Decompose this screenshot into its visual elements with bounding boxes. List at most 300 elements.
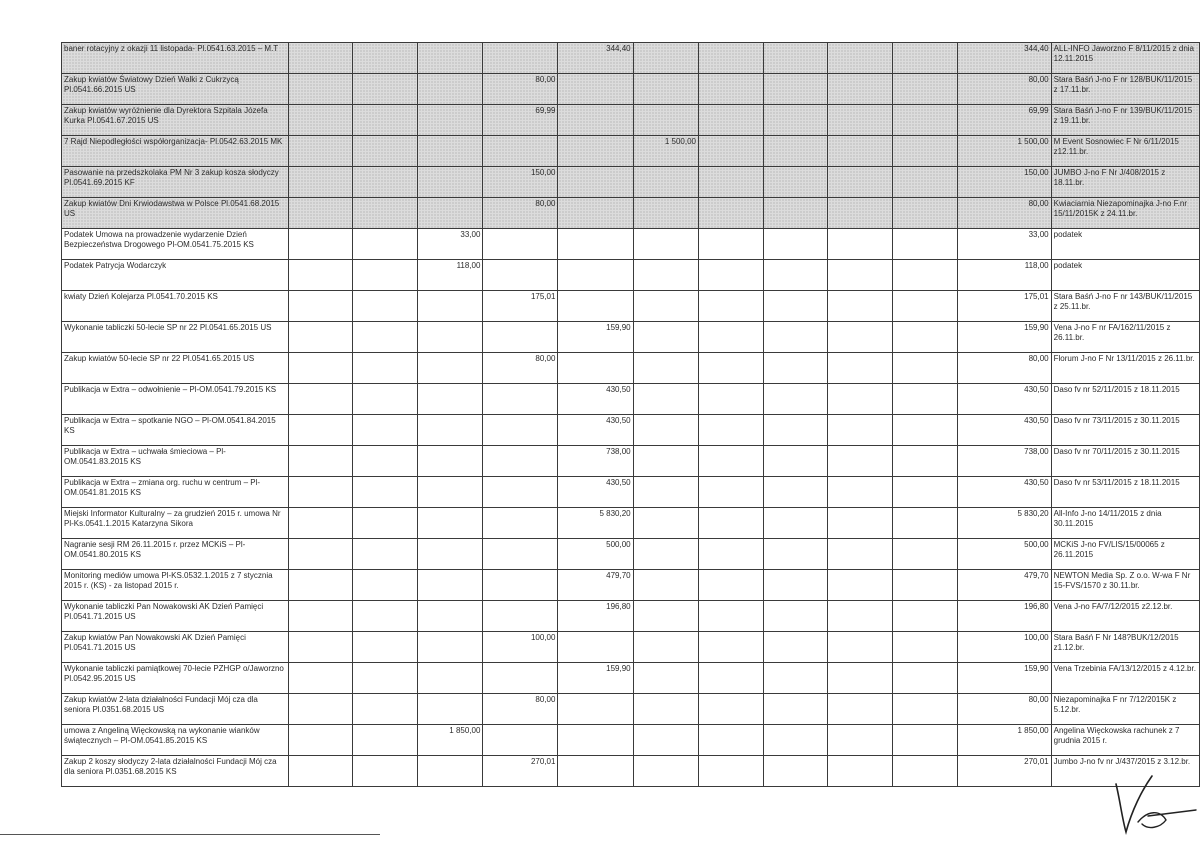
row-amount: 159,90	[558, 663, 633, 694]
row-invoice-note: Daso fv nr 52/11/2015 z 18.11.2015	[1051, 384, 1199, 415]
ledger-row	[62, 105, 1200, 136]
row-amount: 344,40	[558, 43, 633, 74]
empty-cell	[558, 694, 633, 725]
empty-cell	[828, 415, 893, 446]
empty-cell	[353, 632, 418, 663]
empty-cell	[483, 570, 558, 601]
empty-cell	[698, 570, 763, 601]
empty-cell	[893, 198, 958, 229]
row-description: Zakup kwiatów Pan Nowakowski AK Dzień Pamięci Pl.0541.71.2015 US	[62, 632, 289, 663]
row-amount: 80,00	[483, 198, 558, 229]
empty-cell	[558, 632, 633, 663]
row-description: 7 Rajd Niepodległości współorganizacja- Pl.0542.63.2015 MK	[62, 136, 289, 167]
empty-cell	[763, 663, 828, 694]
empty-cell	[483, 477, 558, 508]
empty-cell	[353, 477, 418, 508]
empty-cell	[698, 353, 763, 384]
empty-cell	[698, 725, 763, 756]
empty-cell	[483, 539, 558, 570]
empty-cell	[418, 43, 483, 74]
empty-cell	[633, 446, 698, 477]
empty-cell	[558, 229, 633, 260]
empty-cell	[483, 415, 558, 446]
empty-cell	[418, 74, 483, 105]
empty-cell	[418, 353, 483, 384]
empty-cell	[698, 446, 763, 477]
empty-cell	[893, 105, 958, 136]
row-amount: 80,00	[483, 74, 558, 105]
ledger-row	[62, 353, 1200, 384]
empty-cell	[763, 229, 828, 260]
empty-cell	[698, 663, 763, 694]
row-invoice-note: ALL-INFO Jaworzno F 8/11/2015 z dnia 12.11.2015	[1051, 43, 1199, 74]
row-total: 430,50	[957, 477, 1051, 508]
empty-cell	[828, 601, 893, 632]
row-amount: 150,00	[483, 167, 558, 198]
ledger-row	[62, 756, 1200, 787]
row-amount: 100,00	[483, 632, 558, 663]
empty-cell	[633, 167, 698, 198]
empty-cell	[418, 136, 483, 167]
row-amount: 479,70	[558, 570, 633, 601]
row-amount: 1 850,00	[418, 725, 483, 756]
empty-cell	[353, 136, 418, 167]
ledger-row	[62, 198, 1200, 229]
empty-cell	[353, 415, 418, 446]
empty-cell	[353, 446, 418, 477]
row-total: 80,00	[957, 694, 1051, 725]
ledger-row	[62, 725, 1200, 756]
row-total: 344,40	[957, 43, 1051, 74]
empty-cell	[633, 74, 698, 105]
empty-cell	[763, 539, 828, 570]
row-description: Podatek Umowa na prowadzenie wydarzenie Dzień Bezpieczeństwa Drogowego Pl-OM.0541.75.2015 KS	[62, 229, 289, 260]
row-amount: 738,00	[558, 446, 633, 477]
row-invoice-note: Kwiaciarnia Niezapominajka J-no F.nr 15/11/2015K z 24.11.br.	[1051, 198, 1199, 229]
empty-cell	[893, 136, 958, 167]
empty-cell	[353, 601, 418, 632]
empty-cell	[828, 105, 893, 136]
empty-cell	[418, 446, 483, 477]
empty-cell	[893, 663, 958, 694]
row-invoice-note: Vena Trzebinia FA/13/12/2015 z 4.12.br.	[1051, 663, 1199, 694]
empty-cell	[353, 663, 418, 694]
empty-cell	[763, 74, 828, 105]
empty-cell	[828, 384, 893, 415]
row-invoice-note: Daso fv nr 70/11/2015 z 30.11.2015	[1051, 446, 1199, 477]
ledger-row	[62, 322, 1200, 353]
empty-cell	[893, 384, 958, 415]
empty-cell	[558, 353, 633, 384]
empty-cell	[288, 384, 353, 415]
empty-cell	[828, 167, 893, 198]
row-invoice-note: Jumbo J-no fv nr J/437/2015 z 3.12.br.	[1051, 756, 1199, 787]
ledger-row	[62, 136, 1200, 167]
ledger-row	[62, 663, 1200, 694]
row-amount: 270,01	[483, 756, 558, 787]
empty-cell	[418, 322, 483, 353]
empty-cell	[353, 539, 418, 570]
row-invoice-note: M Event Sosnowiec F Nr 6/11/2015 z12.11.br.	[1051, 136, 1199, 167]
row-description: Wykonanie tabliczki 50-lecie SP nr 22 Pl.0541.65.2015 US	[62, 322, 289, 353]
empty-cell	[828, 198, 893, 229]
empty-cell	[633, 260, 698, 291]
empty-cell	[893, 446, 958, 477]
empty-cell	[633, 570, 698, 601]
empty-cell	[418, 384, 483, 415]
empty-cell	[353, 756, 418, 787]
empty-cell	[893, 353, 958, 384]
row-invoice-note: Vena J-no FA/7/12/2015 z2.12.br.	[1051, 601, 1199, 632]
empty-cell	[288, 74, 353, 105]
row-description: Zakup kwiatów Światowy Dzień Walki z Cukrzycą Pl.0541.66.2015 US	[62, 74, 289, 105]
row-invoice-note: podatek	[1051, 260, 1199, 291]
empty-cell	[288, 663, 353, 694]
empty-cell	[893, 601, 958, 632]
row-invoice-note: All-Info J-no 14/11/2015 z dnia 30.11.2015	[1051, 508, 1199, 539]
empty-cell	[633, 43, 698, 74]
empty-cell	[288, 415, 353, 446]
empty-cell	[763, 384, 828, 415]
row-description: Nagranie sesji RM 26.11.2015 r. przez MCKiS – Pl-OM.0541.80.2015 KS	[62, 539, 289, 570]
row-amount: 1 500,00	[633, 136, 698, 167]
row-total: 1 850,00	[957, 725, 1051, 756]
empty-cell	[288, 539, 353, 570]
empty-cell	[893, 74, 958, 105]
empty-cell	[763, 291, 828, 322]
empty-cell	[483, 384, 558, 415]
empty-cell	[288, 260, 353, 291]
empty-cell	[763, 198, 828, 229]
empty-cell	[418, 198, 483, 229]
empty-cell	[698, 167, 763, 198]
row-amount: 159,90	[558, 322, 633, 353]
empty-cell	[483, 260, 558, 291]
empty-cell	[353, 74, 418, 105]
empty-cell	[763, 105, 828, 136]
empty-cell	[288, 508, 353, 539]
row-total: 100,00	[957, 632, 1051, 663]
row-description: baner rotacyjny z okazji 11 listopada- Pl.0541.63.2015 – M.T	[62, 43, 289, 74]
empty-cell	[288, 229, 353, 260]
empty-cell	[633, 384, 698, 415]
ledger-row	[62, 74, 1200, 105]
row-description: Wykonanie tabliczki pamiątkowej 70-lecie PZHGP o/Jaworzno Pl.0542.95.2015 US	[62, 663, 289, 694]
empty-cell	[893, 43, 958, 74]
empty-cell	[288, 322, 353, 353]
empty-cell	[828, 260, 893, 291]
empty-cell	[828, 322, 893, 353]
row-invoice-note: Florum J-no F Nr 13/11/2015 z 26.11.br.	[1051, 353, 1199, 384]
empty-cell	[288, 105, 353, 136]
empty-cell	[828, 74, 893, 105]
empty-cell	[828, 694, 893, 725]
empty-cell	[353, 105, 418, 136]
empty-cell	[353, 260, 418, 291]
row-total: 159,90	[957, 663, 1051, 694]
empty-cell	[763, 477, 828, 508]
row-invoice-note: Stara Baśń J-no F nr 143/BUK/11/2015 z 25.11.br.	[1051, 291, 1199, 322]
empty-cell	[288, 601, 353, 632]
empty-cell	[633, 415, 698, 446]
ledger-row	[62, 539, 1200, 570]
empty-cell	[558, 291, 633, 322]
row-description: Publikacja w Extra – odwołnienie – Pl-OM.0541.79.2015 KS	[62, 384, 289, 415]
empty-cell	[288, 136, 353, 167]
empty-cell	[698, 136, 763, 167]
empty-cell	[418, 508, 483, 539]
empty-cell	[763, 136, 828, 167]
row-invoice-note: Daso fv nr 53/11/2015 z 18.11.2015	[1051, 477, 1199, 508]
empty-cell	[893, 725, 958, 756]
empty-cell	[288, 632, 353, 663]
empty-cell	[418, 415, 483, 446]
empty-cell	[483, 136, 558, 167]
row-total: 430,50	[957, 384, 1051, 415]
empty-cell	[698, 105, 763, 136]
empty-cell	[698, 632, 763, 663]
row-description: umowa z Angeliną Więckowską na wykonanie wianków świątecznych – Pl-OM.0541.85.2015 KS	[62, 725, 289, 756]
empty-cell	[828, 508, 893, 539]
empty-cell	[828, 446, 893, 477]
row-amount: 5 830,20	[558, 508, 633, 539]
empty-cell	[763, 322, 828, 353]
row-description: Wykonanie tabliczki Pan Nowakowski AK Dzień Pamięci Pl.0541.71.2015 US	[62, 601, 289, 632]
empty-cell	[558, 198, 633, 229]
empty-cell	[893, 632, 958, 663]
empty-cell	[893, 570, 958, 601]
row-description: kwiaty Dzień Kolejarza Pl.0541.70.2015 KS	[62, 291, 289, 322]
row-description: Pasowanie na przedszkolaka PM Nr 3 zakup kosza słodyczy Pl.0541.69.2015 KF	[62, 167, 289, 198]
empty-cell	[763, 725, 828, 756]
row-amount: 33,00	[418, 229, 483, 260]
empty-cell	[288, 353, 353, 384]
empty-cell	[418, 291, 483, 322]
empty-cell	[828, 632, 893, 663]
empty-cell	[633, 694, 698, 725]
empty-cell	[828, 477, 893, 508]
empty-cell	[483, 446, 558, 477]
row-total: 80,00	[957, 353, 1051, 384]
row-amount: 430,50	[558, 384, 633, 415]
empty-cell	[763, 260, 828, 291]
empty-cell	[353, 725, 418, 756]
row-total: 1 500,00	[957, 136, 1051, 167]
row-total: 118,00	[957, 260, 1051, 291]
empty-cell	[353, 570, 418, 601]
row-total: 500,00	[957, 539, 1051, 570]
empty-cell	[418, 601, 483, 632]
ledger-row	[62, 384, 1200, 415]
empty-cell	[828, 43, 893, 74]
row-description: Miejski Informator Kulturalny – za grudzień 2015 r. umowa Nr Pl-Ks.0541.1.2015 Katarzyna Sikora	[62, 508, 289, 539]
row-description: Zakup kwiatów Dni Krwiodawstwa w Polsce Pl.0541.68.2015 US	[62, 198, 289, 229]
empty-cell	[698, 198, 763, 229]
empty-cell	[353, 229, 418, 260]
empty-cell	[418, 632, 483, 663]
row-invoice-note: Stara Baśń J-no F nr 139/BUK/11/2015 z 19.11.br.	[1051, 105, 1199, 136]
empty-cell	[633, 663, 698, 694]
empty-cell	[763, 167, 828, 198]
row-total: 196,80	[957, 601, 1051, 632]
empty-cell	[763, 446, 828, 477]
empty-cell	[353, 694, 418, 725]
empty-cell	[418, 570, 483, 601]
empty-cell	[353, 198, 418, 229]
empty-cell	[893, 229, 958, 260]
empty-cell	[828, 229, 893, 260]
ledger-row	[62, 229, 1200, 260]
row-invoice-note: Angelina Więckowska rachunek z 7 grudnia 2015 r.	[1051, 725, 1199, 756]
empty-cell	[483, 322, 558, 353]
empty-cell	[483, 601, 558, 632]
empty-cell	[558, 167, 633, 198]
row-amount: 175,01	[483, 291, 558, 322]
empty-cell	[288, 694, 353, 725]
empty-cell	[483, 229, 558, 260]
empty-cell	[763, 756, 828, 787]
empty-cell	[353, 353, 418, 384]
ledger-row	[62, 477, 1200, 508]
empty-cell	[893, 260, 958, 291]
ledger-row	[62, 632, 1200, 663]
row-amount: 500,00	[558, 539, 633, 570]
ledger-row	[62, 43, 1200, 74]
empty-cell	[828, 725, 893, 756]
empty-cell	[288, 167, 353, 198]
empty-cell	[763, 508, 828, 539]
empty-cell	[698, 601, 763, 632]
empty-cell	[698, 384, 763, 415]
empty-cell	[558, 136, 633, 167]
row-total: 270,01	[957, 756, 1051, 787]
empty-cell	[828, 756, 893, 787]
row-total: 175,01	[957, 291, 1051, 322]
row-amount: 118,00	[418, 260, 483, 291]
empty-cell	[893, 477, 958, 508]
empty-cell	[353, 291, 418, 322]
row-invoice-note: podatek	[1051, 229, 1199, 260]
row-total: 738,00	[957, 446, 1051, 477]
row-amount: 196,80	[558, 601, 633, 632]
empty-cell	[288, 446, 353, 477]
empty-cell	[483, 663, 558, 694]
empty-cell	[633, 229, 698, 260]
empty-cell	[418, 663, 483, 694]
empty-cell	[698, 415, 763, 446]
row-total: 159,90	[957, 322, 1051, 353]
ledger-row	[62, 570, 1200, 601]
empty-cell	[633, 291, 698, 322]
row-description: Zakup 2 koszy słodyczy 2-lata działalności Fundacji Mój cza dla seniora Pl.0351.68.2015 KS	[62, 756, 289, 787]
empty-cell	[288, 725, 353, 756]
empty-cell	[288, 43, 353, 74]
empty-cell	[763, 43, 828, 74]
empty-cell	[763, 601, 828, 632]
empty-cell	[558, 756, 633, 787]
empty-cell	[418, 477, 483, 508]
row-total: 69,99	[957, 105, 1051, 136]
empty-cell	[698, 508, 763, 539]
empty-cell	[353, 167, 418, 198]
ledger-row	[62, 508, 1200, 539]
row-description: Monitoring mediów umowa Pl-KS.0532.1.2015 z 7 stycznia 2015 r. (KS) - za listopad 2015 r.	[62, 570, 289, 601]
ledger-row	[62, 291, 1200, 322]
ledger-row	[62, 694, 1200, 725]
empty-cell	[288, 570, 353, 601]
empty-cell	[893, 291, 958, 322]
empty-cell	[418, 694, 483, 725]
ledger-body	[62, 43, 1200, 787]
empty-cell	[893, 415, 958, 446]
empty-cell	[763, 415, 828, 446]
empty-cell	[698, 43, 763, 74]
empty-cell	[698, 260, 763, 291]
row-description: Publikacja w Extra – zmiana org. ruchu w centrum – Pl-OM.0541.81.2015 KS	[62, 477, 289, 508]
row-amount: 430,50	[558, 477, 633, 508]
empty-cell	[288, 291, 353, 322]
row-description: Podatek Patrycja Wodarczyk	[62, 260, 289, 291]
empty-cell	[893, 167, 958, 198]
empty-cell	[763, 353, 828, 384]
empty-cell	[698, 694, 763, 725]
empty-cell	[558, 74, 633, 105]
empty-cell	[893, 322, 958, 353]
empty-cell	[418, 539, 483, 570]
ledger-row	[62, 415, 1200, 446]
ledger-row	[62, 601, 1200, 632]
row-description: Zakup kwiatów 50-lecie SP nr 22 Pl.0541.65.2015 US	[62, 353, 289, 384]
row-amount: 430,50	[558, 415, 633, 446]
ledger-row	[62, 446, 1200, 477]
row-total: 430,50	[957, 415, 1051, 446]
empty-cell	[633, 601, 698, 632]
empty-cell	[828, 136, 893, 167]
empty-cell	[483, 43, 558, 74]
empty-cell	[763, 632, 828, 663]
empty-cell	[633, 539, 698, 570]
empty-cell	[633, 322, 698, 353]
empty-cell	[418, 105, 483, 136]
empty-cell	[288, 477, 353, 508]
empty-cell	[633, 105, 698, 136]
empty-cell	[558, 725, 633, 756]
row-total: 33,00	[957, 229, 1051, 260]
empty-cell	[288, 198, 353, 229]
empty-cell	[483, 508, 558, 539]
row-invoice-note: Vena J-no F nr FA/162/11/2015 z 26.11.br.	[1051, 322, 1199, 353]
empty-cell	[353, 384, 418, 415]
ledger-row	[62, 260, 1200, 291]
row-amount: 80,00	[483, 694, 558, 725]
empty-cell	[558, 260, 633, 291]
empty-cell	[698, 756, 763, 787]
empty-cell	[288, 756, 353, 787]
row-invoice-note: Niezapominajka F nr 7/12/2015K z 5.12.br.	[1051, 694, 1199, 725]
row-description: Zakup kwiatów wyróżnienie dla Dyrektora Szpitala Józefa Kurka Pl.0541.67.2015 US	[62, 105, 289, 136]
empty-cell	[418, 756, 483, 787]
row-description: Zakup kwiatów 2-lata działalności Fundacji Mój cza dla seniora Pl.0351.68.2015 US	[62, 694, 289, 725]
empty-cell	[633, 353, 698, 384]
empty-cell	[698, 74, 763, 105]
row-total: 479,70	[957, 570, 1051, 601]
row-invoice-note: JUMBO J-no F Nr J/408/2015 z 18.11.br.	[1051, 167, 1199, 198]
row-description: Publikacja w Extra – uchwała śmieciowa – Pl-OM.0541.83.2015 KS	[62, 446, 289, 477]
empty-cell	[633, 632, 698, 663]
row-amount: 80,00	[483, 353, 558, 384]
row-total: 150,00	[957, 167, 1051, 198]
row-invoice-note: NEWTON Media Sp. Z o.o. W-wa F Nr 15-FVS/1570 z 30.11.br.	[1051, 570, 1199, 601]
